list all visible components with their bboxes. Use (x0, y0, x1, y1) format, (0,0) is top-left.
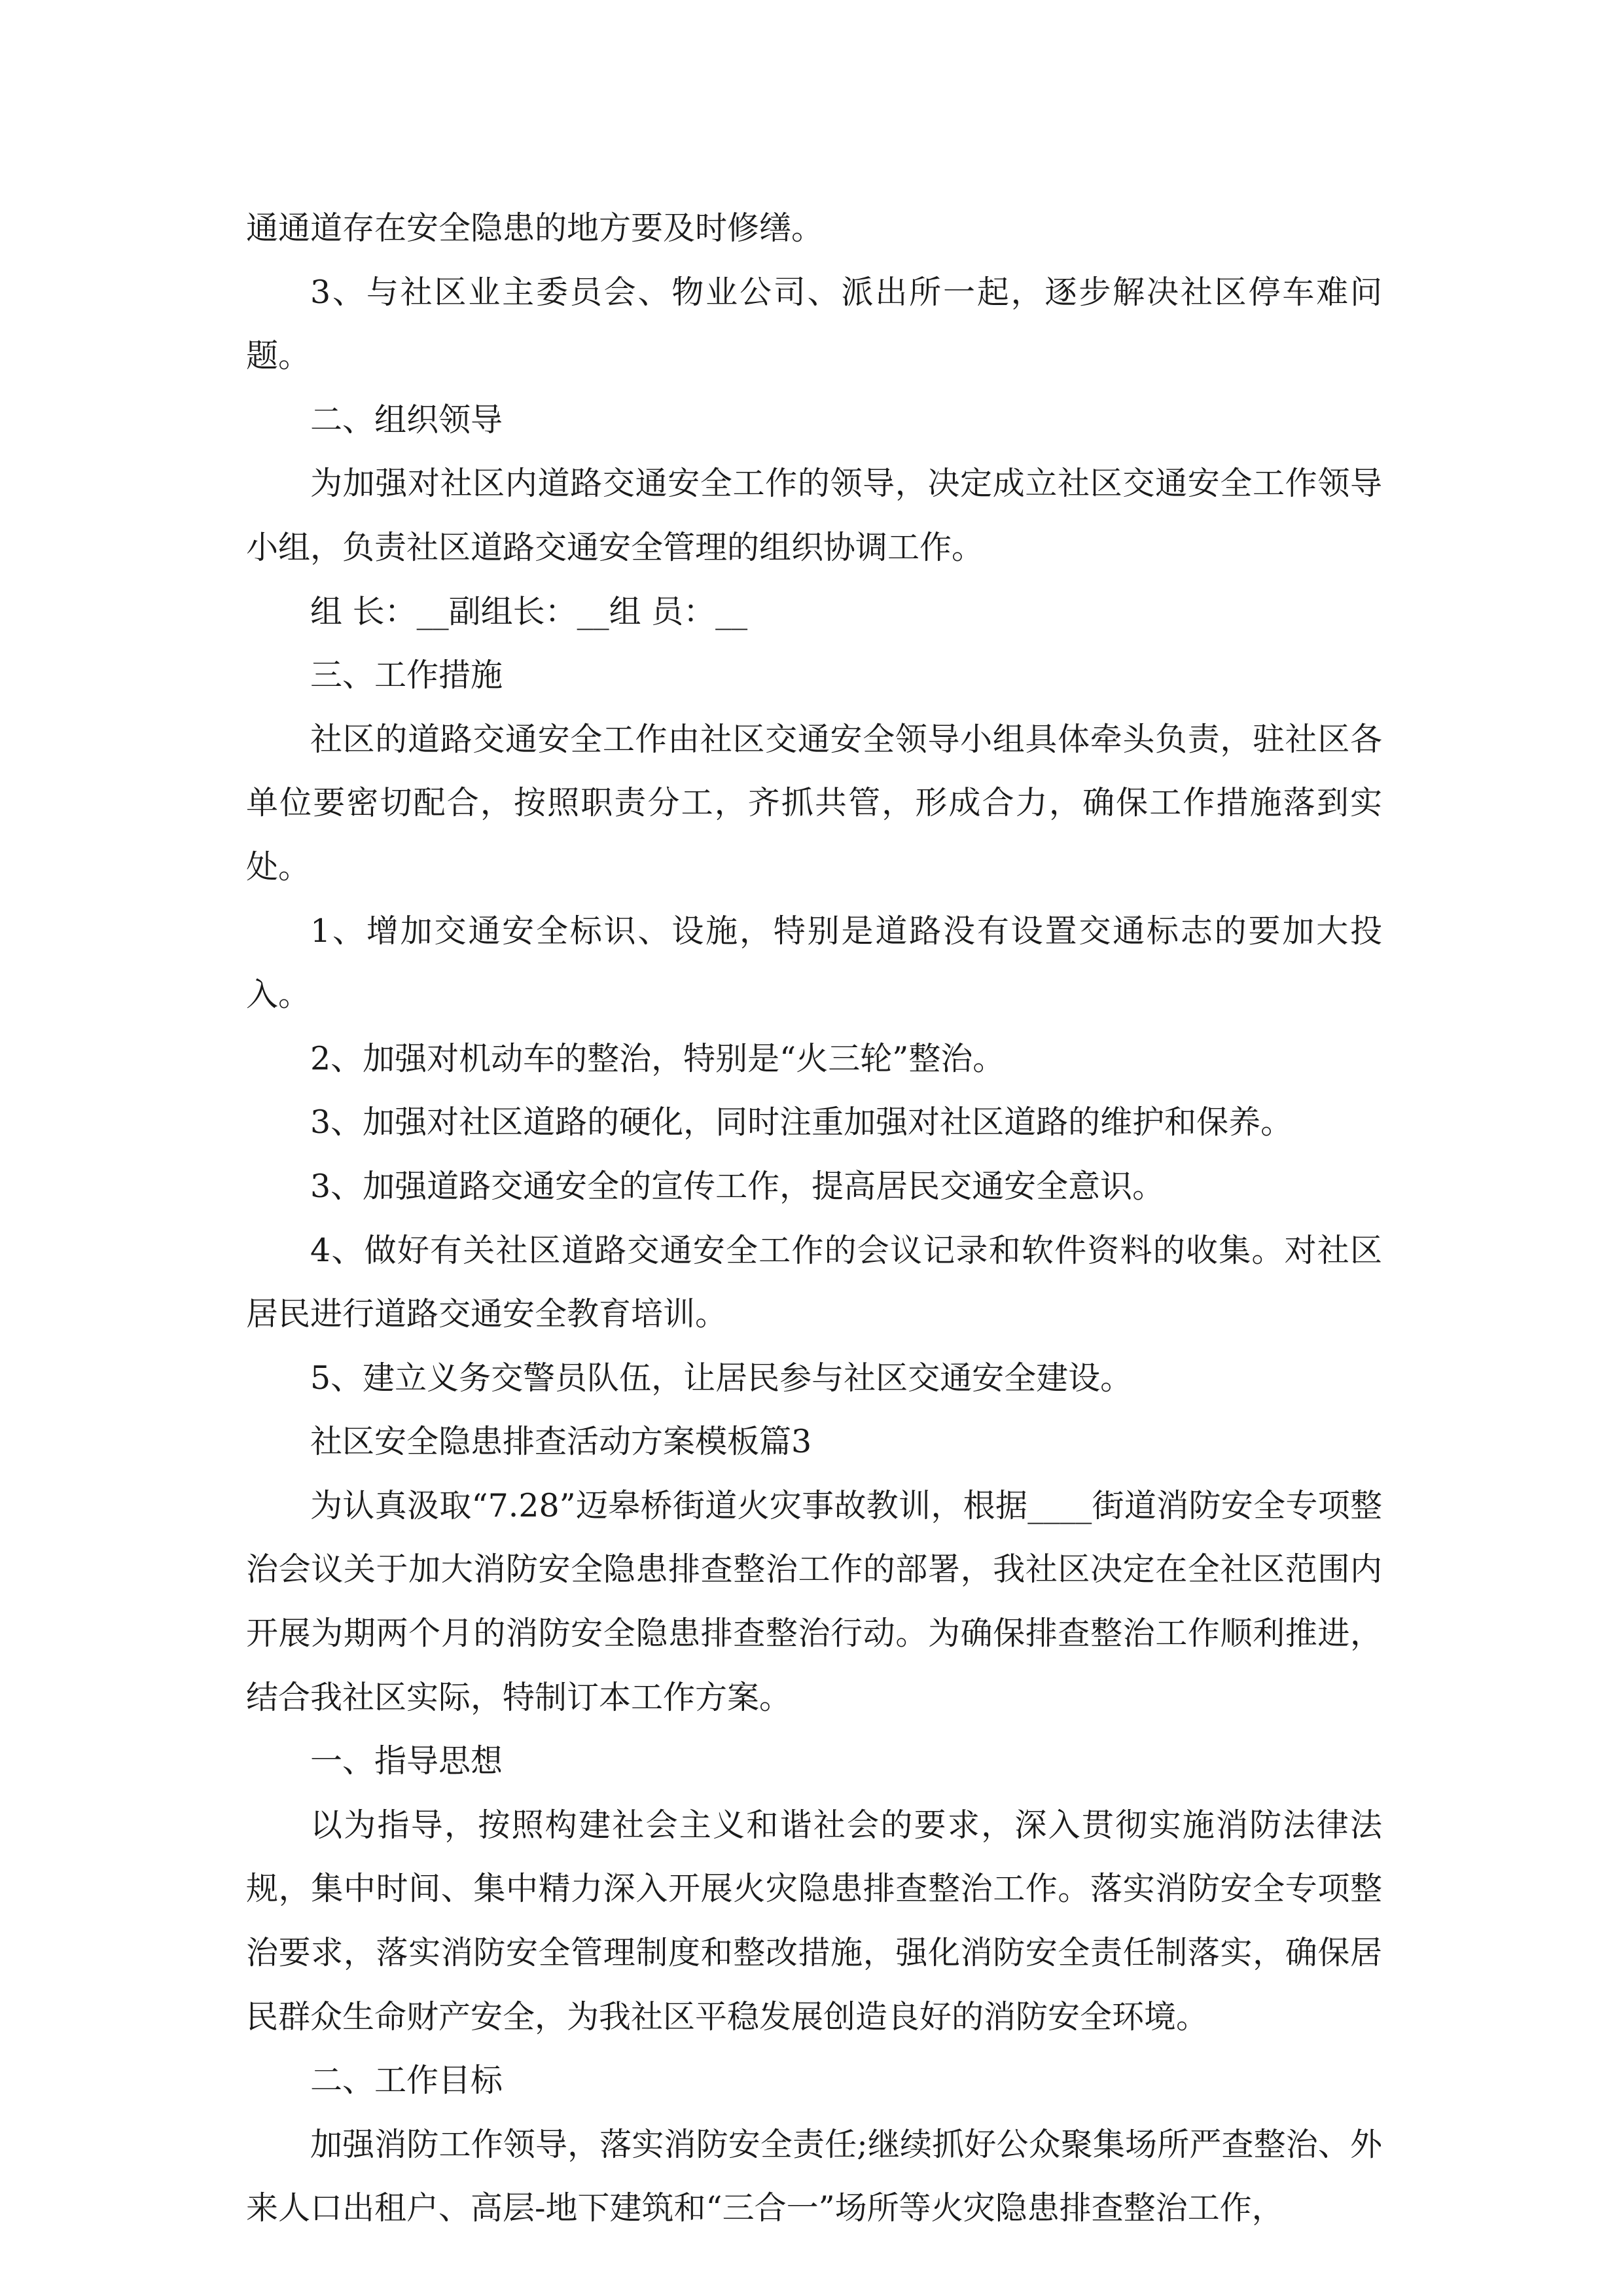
paragraph: 加强消防工作领导，落实消防安全责任;继续抓好公众聚集场所严查整治、外来人口出租户、高层-地下建筑和“三合一”场所等火灾隐患排查整治工作， (246, 2125, 1382, 2227)
paragraph-item: 3、与社区业主委员会、物业公司、派出所一起，逐步解决社区停车难问题。 (246, 273, 1382, 375)
paragraph-item: 4、做好有关社区道路交通安全工作的会议记录和软件资料的收集。对社区居民进行道路交通安全教育培训。 (246, 1231, 1382, 1333)
section-heading: 一、指导思想 (310, 1742, 503, 1780)
paragraph: 为加强对社区内道路交通安全工作的领导，决定成立社区交通安全工作领导小组，负责社区道路交通安全管理的组织协调工作。 (246, 465, 1382, 566)
section-heading: 二、工作目标 (310, 2062, 503, 2100)
paragraph-roster: 组 长：__副组长：__组 员：__ (310, 592, 748, 630)
section-heading: 三、工作措施 (310, 656, 503, 694)
paragraph-item: 3、加强道路交通安全的宣传工作，提高居民交通安全意识。 (310, 1167, 1165, 1205)
paragraph-item: 2、加强对机动车的整治，特别是“火三轮”整治。 (310, 1039, 1005, 1077)
paragraph-item: 3、加强对社区道路的硬化，同时注重加强对社区道路的维护和保养。 (310, 1103, 1293, 1141)
paragraph: 以为指导，按照构建社会主义和谐社会的要求，深入贯彻实施消防法律法规，集中时间、集中精力深入开展火灾隐患排查整治工作。落实消防安全专项整治要求，落实消防安全管理制度和整改措施，强化消防安全责任制落实，确保居民群众生命财产安全，为我社区平稳发展创造良好的消防安全环境。 (246, 1806, 1382, 2036)
article-title: 社区安全隐患排查活动方案模板篇3 (310, 1423, 812, 1461)
document-body (246, 196, 1382, 2240)
paragraph-item: 1、增加交通安全标识、设施，特别是道路没有设置交通标志的要加大投入。 (246, 912, 1382, 1014)
section-heading: 二、组织领导 (310, 401, 503, 439)
paragraph-item: 5、建立义务交警员队伍，让居民参与社区交通安全建设。 (310, 1359, 1133, 1397)
paragraph-continuation: 通通道存在安全隐患的地方要及时修缮。 (246, 209, 824, 247)
paragraph: 为认真汲取“7.28”迈皋桥街道火灾事故教训，根据____街道消防安全专项整治会议关于加大消防安全隐患排查整治工作的部署，我社区决定在全社区范围内开展为期两个月的消防安全隐患排查整治行动。为确保排查整治工作顺利推进，结合我社区实际，特制订本工作方案。 (246, 1486, 1382, 1716)
paragraph: 社区的道路交通安全工作由社区交通安全领导小组具体牵头负责，驻社区各单位要密切配合，按照职责分工，齐抓共管，形成合力，确保工作措施落到实处。 (246, 720, 1382, 886)
